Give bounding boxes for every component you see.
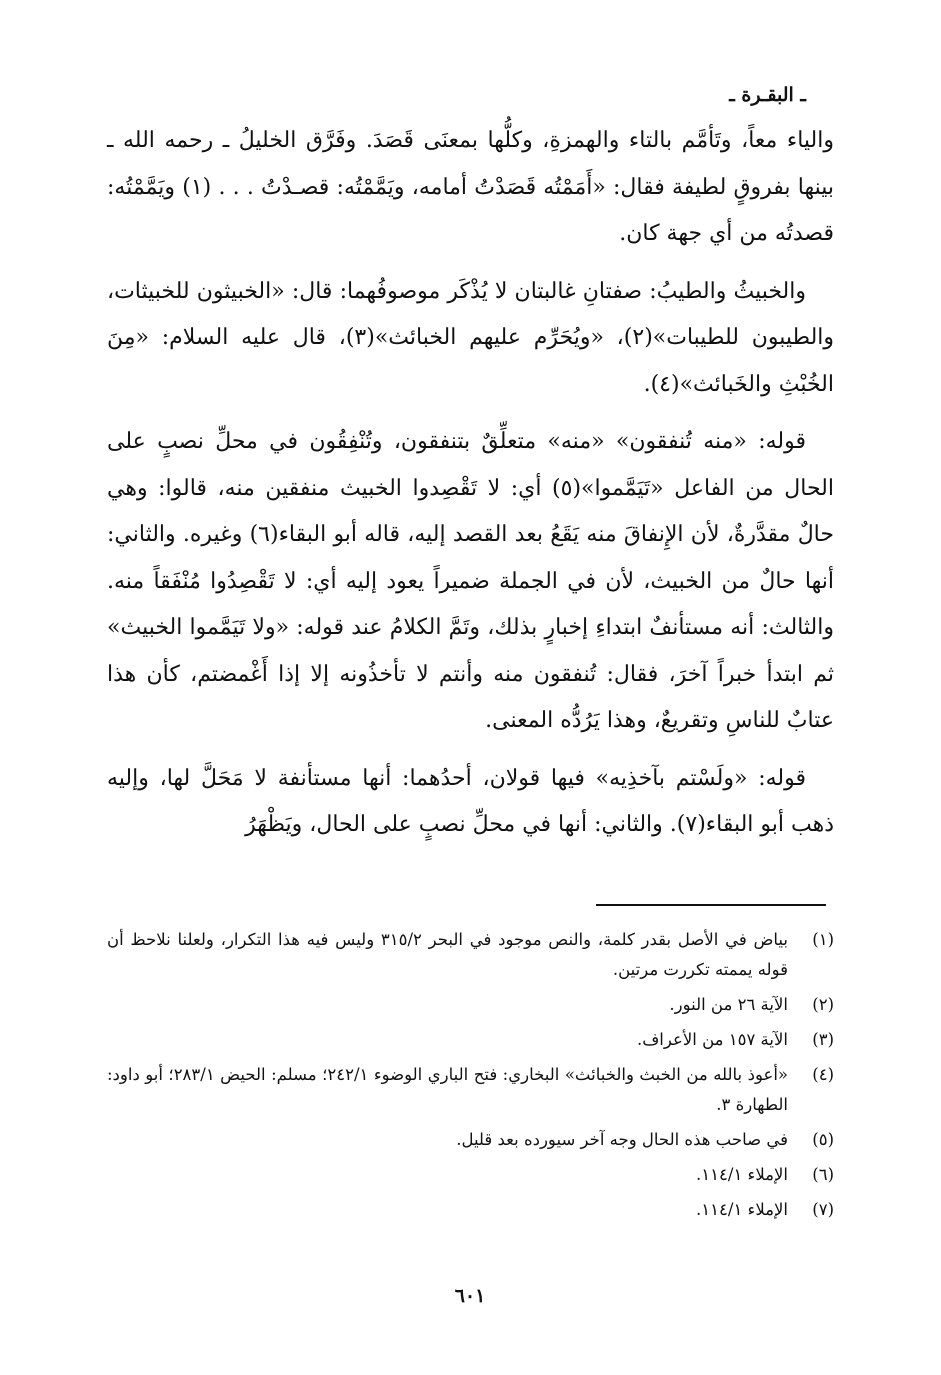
footnote xyxy=(107,990,834,1020)
footnote xyxy=(107,1125,834,1155)
footnote xyxy=(107,1025,834,1055)
footnote xyxy=(107,1060,834,1120)
paragraph: والخبيثُ والطيبُ: صفتانِ غالبتان لا يُذْكَر موصوفُهما: قال: «الخبيثون للخبيثات، والطيبون للطيبات»(٢)، «ويُحَرِّم عليهم الخبائث»(٣)، قال عليه السلام: «مِنَ الخُبْثِ والخَبائث»(٤). xyxy=(107,278,835,397)
footnote-number: (٢) xyxy=(812,995,834,1014)
footnote-number: (٣) xyxy=(812,1030,834,1049)
paragraph: قوله: «ولَسْتم بآخذِيه» فيها قولان، أحدُهما: أنها مستأنفة لا مَحَلَّ لها، وإليه ذهب أبو البقاء(٧). والثاني: أنها في محلِّ نصبٍ على الحال، ويَظْهَرُ xyxy=(107,765,834,837)
footnote-number: (٤) xyxy=(812,1065,834,1084)
footnote-text: الإملاء ١١٤/١. xyxy=(696,1200,788,1219)
footnote-text: الآية ١٥٧ من الأعراف. xyxy=(636,1030,788,1049)
footnote-text: الآية ٢٦ من النور. xyxy=(669,995,788,1014)
footnotes-list xyxy=(107,925,834,1230)
footnote-text: في صاحب هذه الحال وجه آخر سيورده بعد قليل. xyxy=(456,1130,788,1149)
footnote-text: بياض في الأصل بقدر كلمة، والنص موجود في البحر ٣١٥/٢ وليس فيه هذا التكرار، ولعلنا نلاحظ أن قوله يممته تكررت مرتين. xyxy=(107,930,788,979)
footnote-number: (٥) xyxy=(812,1130,834,1149)
main-text xyxy=(107,118,834,860)
running-title: ـ البقـرة ـ xyxy=(729,84,806,106)
footnote-text: «أعوذ بالله من الخبث والخبائث» البخاري: فتح الباري الوضوء ٢٤٢/١؛ مسلم: الحيض ٢٨٣/١؛ أبو داود: الطهارة ٣. xyxy=(107,1065,789,1114)
footnote xyxy=(107,925,834,985)
footnote-number: (٦) xyxy=(812,1165,834,1184)
page-number: ٦٠١ xyxy=(454,1285,486,1307)
footnote-text: الإملاء ١١٤/١. xyxy=(696,1165,788,1184)
footnote xyxy=(107,1195,834,1225)
footnote xyxy=(107,1160,834,1190)
footnote-number: (١) xyxy=(812,930,834,949)
footnote-number: (٧) xyxy=(812,1200,834,1219)
paragraph: قوله: «منه تُنفقون» «منه» متعلِّقٌ بتنفقون، وتُنْفِقُون في محلِّ نصبٍ على الحال من الفاعل «تَيَمَّموا»(٥) أي: لا تَقْصِدوا الخبيث منفقين منه، قالوا: وهي حالٌ مقدَّرةٌ، لأن الإِنفاقَ منه يَقَعُ بعد القصد إليه، قاله أبو البقاء(٦) وغيره. والثاني: أنها حالٌ من الخبيث، لأن في الجملة ضميراً يعود إليه أي: لا تَقْصِدُوا مُنْفَقاً منه. والثالث: أنه مستأنفٌ ابتداءِ إخبارٍ بذلك، وتَمَّ الكلامُ عند قوله: «ولا تَيَمَّموا الخبيث» ثم ابتدأ خبراً آخرَ، فقال: تُنفقون منه وأنتم لا تأخذُونه إلا إذا أَغْمضتم، كأن هذا عتابٌ للناسِ وتقريعٌ، وهذا يَرُدُّه المعنى. xyxy=(107,429,834,733)
footnote-separator xyxy=(596,904,826,906)
paragraph: والياء معاً، وتَأمَّم بالتاء والهمزةِ، وكلُّها بمعنَى قَصَدَ. وفَرَّق الخليلُ ـ رحمه الله ـ بينها بفروقٍ لطيفة فقال: «أَمَمْتُه قَصَدْتُ أمامه، ويَمَّمْتُه: قصـدْتُ . . . (١) ويَمَّمْتُه: قصدتُه من أي جهة كان. xyxy=(107,128,835,246)
